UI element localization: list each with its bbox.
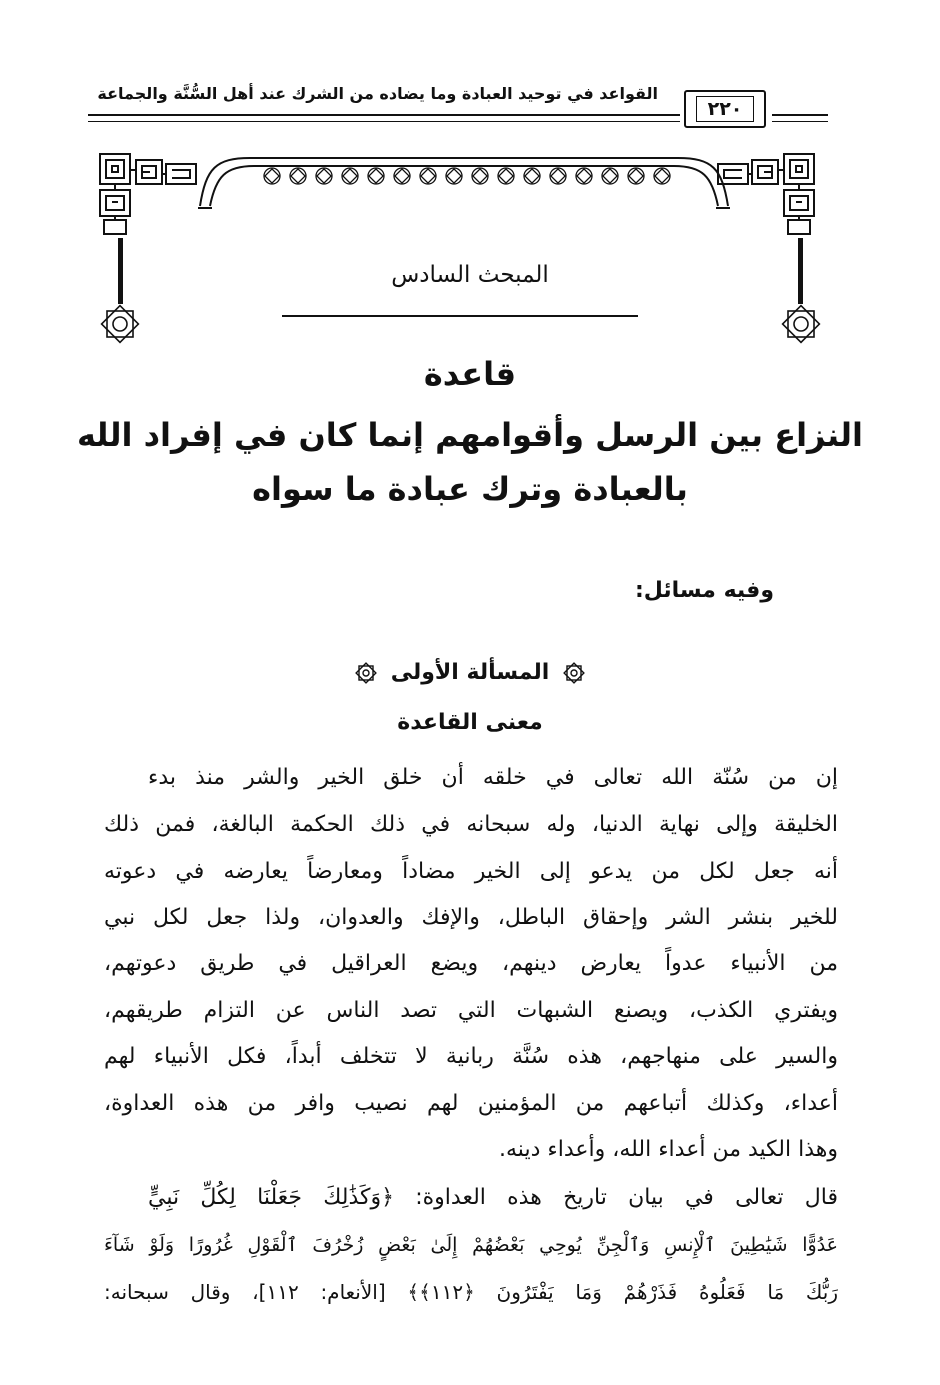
header-rule-left-top: [88, 114, 680, 116]
flower-ornament-right-icon: [563, 662, 585, 684]
paragraph-1-line-7: والسير على منهاجهم، هذه سُنَّة ربانية لا تتخلف أبداً، فكل الأنبياء لهم: [104, 1044, 838, 1069]
paragraph-2-line-3: رَبُّكَ مَا فَعَلُوهُ فَذَرْهُمْ وَمَا يَفْتَرُونَ ﴿١١٢﴾﴾ [الأنعام: ١١٢]، وقال سبحانه:: [104, 1280, 839, 1304]
paragraph-1-line-9: وهذا الكيد من أعداء الله، وأعداء دينه.: [499, 1137, 838, 1162]
rule-title-line-2: بالعبادة وترك عبادة ما سواه: [252, 470, 688, 508]
paragraph-1-line-8: أعداء، وكذلك أتباعهم من المؤمنين لهم نصيب وافر من هذه العداوة،: [104, 1091, 838, 1116]
star-ornament-left-icon: [98, 302, 142, 346]
running-title: القواعد في توحيد العبادة وما يضاده من الشرك عند أهل السُّنَّة والجماعة: [97, 84, 658, 103]
paragraph-1-line-3: أنه جعل لكل من يدعو إلى الخير مضاداً ومعارضاً يعارضه في دعوته: [104, 859, 838, 884]
rule-label: قاعدة: [423, 355, 517, 393]
rule-title-line-1: النزاع بين الرسل وأقوامهم إنما كان في إفراد الله: [77, 416, 863, 454]
star-ornament-right-icon: [779, 302, 823, 346]
paragraph-1-line-5: من الأنبياء عدواً يعارض دينهم، ويضع العراقيل في طريق دعوتهم،: [104, 951, 838, 976]
paragraph-1-line-4: للخير بنشر الشر وإحقاق الباطل، والإفك والعدوان، ولذا جعل لكل نبي: [104, 905, 838, 930]
section-title-underline: [282, 315, 638, 317]
header-rule-right-bottom: [772, 121, 828, 122]
paragraph-1-line-1: إن من سُنّة الله تعالى في خلقه أن خلق الخير والشر منذ بدء: [148, 765, 838, 790]
paragraph-1-line-6: ويفتري الكذب، ويصنع الشبهات التي تصد الناس عن التزام طريقهم،: [104, 998, 838, 1023]
paragraph-2-line-1: قال تعالى في بيان تاريخ هذه العداوة: ﴿وَكَذَٰلِكَ جَعَلْنَا لِكُلِّ نَبِيٍّ: [148, 1185, 838, 1210]
arch-band-icon: [196, 148, 732, 212]
issue-heading: [200, 660, 740, 685]
paragraph-1-line-2: الخليقة وإلى نهاية الدنيا، وله سبحانه في ذلك الحكمة البالغة، فمن ذلك: [104, 812, 838, 837]
page-number-frame: [684, 90, 766, 128]
frame-pillar-left: [118, 238, 123, 304]
frame-pillar-right: [798, 238, 803, 304]
paragraph-2-line-2: عَدُوًّا شَيَٰطِينَ ٱلْإِنسِ وَٱلْجِنِّ يُوحِي بَعْضُهُمْ إِلَىٰ بَعْضٍ زُخْرُفَ ٱلْقَوْلِ غُرُورًا وَلَوْ شَآءَ: [104, 1234, 838, 1256]
intro-text: وفيه مسائل:: [634, 578, 774, 603]
flower-ornament-left-icon: [355, 662, 377, 684]
section-title: المبحث السادس: [391, 262, 549, 288]
header-rule-right-top: [772, 114, 828, 116]
header-rule-left-bottom: [88, 121, 680, 122]
issue-subtitle: معنى القاعدة: [397, 710, 543, 735]
knot-ornament-left-icon: [96, 150, 200, 236]
issue-title: المسألة الأولى: [390, 660, 550, 685]
page-number: ٢٢٠: [696, 96, 754, 122]
